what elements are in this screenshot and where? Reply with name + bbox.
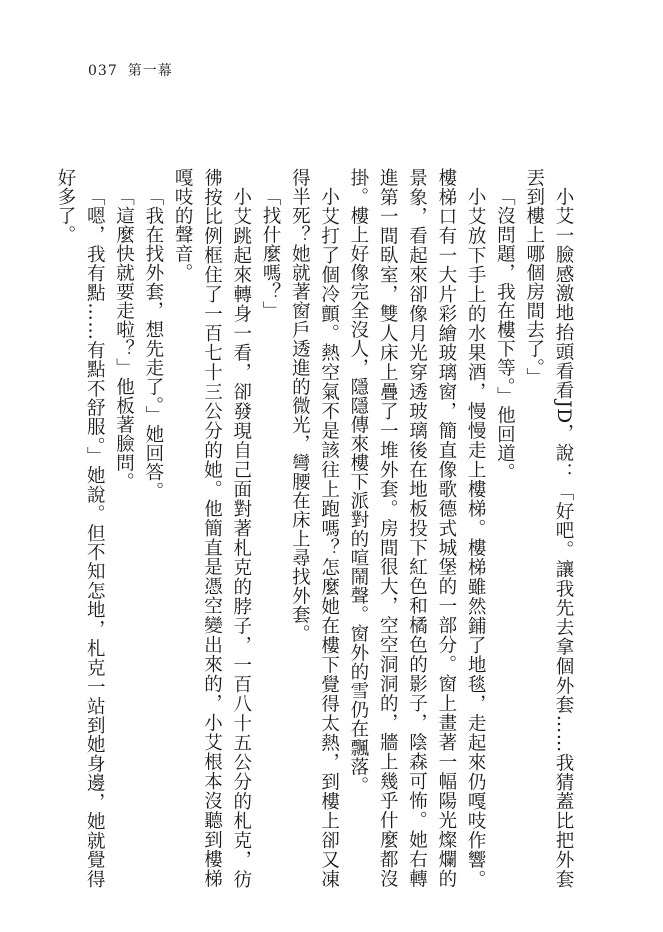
paragraph: 「這麼快就要走啦？」他板著臉問。: [113, 186, 135, 491]
paragraph: 小艾跳起來轉身一看，卻發現自己面對著札克的脖子，一百八十五公分的札克，彷彿按比例框住了一百七十三公分的她。他簡直是憑空變出來的，小艾根本沒聽到樓梯嘎吱的聲音。: [172, 168, 252, 888]
paragraph: 小艾一臉感激地抬頭看看JD，說：「好吧。讓我先去拿個外套……我猜蓋比把外套丟到樓上哪個房間去了。」: [523, 168, 574, 888]
vertical-body-text: [54, 168, 578, 888]
paragraph: 小艾打了個冷顫。熱空氣不是該往上跑嗎？怎麼她在樓下覺得太熱，到樓上卻又凍得半死？她就著窗戶透進的微光，彎腰在床上尋找外套。: [289, 168, 340, 888]
paragraph: 「我在找外套，想先走了。」她回答。: [142, 186, 164, 501]
paragraph: 「找什麼嗎？」: [260, 186, 282, 320]
paragraph: 「嗯，我有點……有點不舒服。」她說。但不知怎地，札克一站到她身邊，她就覺得好多了。: [54, 168, 106, 888]
paragraph: 「沒問題，我在樓下等。」他回道。: [494, 186, 516, 482]
paragraph: 小艾放下手上的水果酒，慢慢走上樓梯。樓梯雖然鋪了地毯，走起來仍嘎吱作響。樓梯口有一大片彩繪玻璃窗，簡直像歌德式城堡的一部分。窗上畫著一幅陽光燦爛的景象，看起來卻像月光穿透玻璃後在地板投下紅色和橘色的影子，陰森可怖。她右轉進第一間臥室，雙人床上疊了一堆外套。房間很大，空空洞洞的，牆上幾乎什麼都沒掛。樓上好像完全沒人，隱隱傳來樓下派對的喧鬧聲。窗外的雪仍在飄落。: [347, 168, 487, 888]
page-number: 037: [88, 63, 118, 79]
page-header: [88, 60, 173, 80]
chapter-title: 第一幕: [127, 63, 173, 79]
